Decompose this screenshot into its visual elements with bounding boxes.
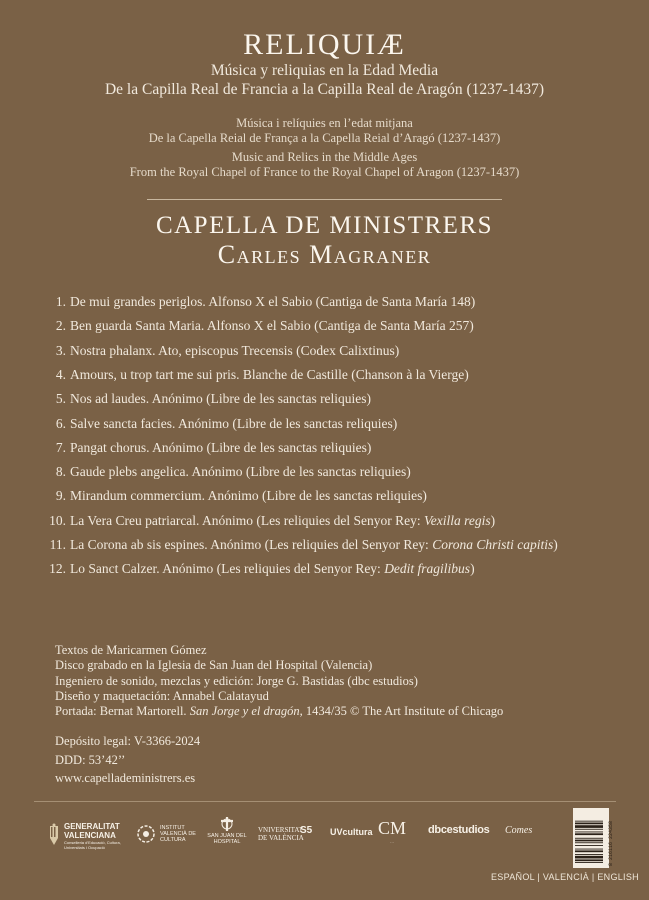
track-number: 6. <box>55 415 66 431</box>
track-number: 5. <box>55 391 66 407</box>
track-number: 7. <box>55 439 66 455</box>
track-title: Salve sancta facies. Anónimo (Libre de les sanctas reliquies) <box>70 415 398 431</box>
barcode-bar <box>575 850 603 852</box>
cm-sub-icon: ··· <box>390 840 394 845</box>
credit-texts: Textos de Maricarmen Gómez <box>55 643 207 657</box>
cover-title: San Jorge y el dragón, <box>189 704 303 719</box>
track-number: 11. <box>49 537 66 552</box>
track-item <box>34 537 558 553</box>
uv-name: VNIVERSITAT DE VALÈNCIA <box>258 826 304 842</box>
header-divider <box>147 199 502 200</box>
legal-deposit: Depósito legal: V-3366-2024 <box>55 734 201 748</box>
ivc-name: INSTITUT VALENCIÀ DE CULTURA <box>160 825 196 843</box>
barcode-bar <box>575 856 603 859</box>
track-number: 8. <box>55 464 66 480</box>
footer-divider <box>34 801 616 802</box>
dbc-name: dbcestudios <box>428 824 490 836</box>
barcode-bar <box>575 854 603 855</box>
track-number: 4. <box>55 366 66 382</box>
track-close: ) <box>470 561 475 577</box>
cross-emblem-icon <box>218 816 236 832</box>
track-title: Nostra phalanx. Ato, episcopus Trecensis (Codex Calixtinus) <box>70 342 400 358</box>
comes-name: Comes <box>505 825 533 836</box>
track-close: ) <box>553 537 558 552</box>
track-item <box>34 367 469 383</box>
s5-logo <box>300 826 312 835</box>
generalitat-emblem-icon <box>48 823 60 849</box>
barcode-bar <box>575 829 603 830</box>
track-item <box>34 343 399 359</box>
track-title: Nos ad laudes. Anónimo (Libre de les sanctas reliquies) <box>70 391 372 407</box>
track-item <box>34 513 495 529</box>
track-italic: Dedit fragilibus <box>384 561 471 577</box>
subtitle-spanish: Música y reliquias en la Edad Media <box>210 62 439 79</box>
subtitle-english-line2: From the Royal Chapel of France to the Royal Chapel of Aragon (1237-1437) <box>129 165 520 179</box>
track-title: Ben guarda Santa Maria. Alfonso X el Sabio (Cantiga de Santa María 257) <box>70 318 474 334</box>
track-item <box>34 488 427 504</box>
track-number: 10. <box>49 512 66 528</box>
barcode-bar <box>575 825 603 828</box>
track-item <box>34 294 475 310</box>
uvcultura-name: UVcultura <box>330 827 373 837</box>
track-title: Lo Sanct Calzer. Anónimo (Les reliquies del Senyor Rey: <box>70 561 385 577</box>
san-juan-logo <box>207 816 247 845</box>
subtitle-valencian: Música i relíquies en l’edat mitjana <box>236 116 413 130</box>
cm-logo <box>378 818 406 847</box>
track-close: ) <box>490 512 496 528</box>
track-item <box>34 561 475 577</box>
track-title: Pangat chorus. Anónimo (Libre de les sanctas reliquies) <box>70 439 372 455</box>
uvcultura-logo <box>330 828 373 837</box>
barcode-bar <box>575 849 603 850</box>
barcode <box>568 808 618 868</box>
subtitle-english: Music and Relics in the Middle Ages <box>231 150 418 164</box>
track-item <box>34 391 371 407</box>
subtitle-valencian-line2: De la Capella Reial de França a la Capella Reial d’Aragó (1237-1437) <box>148 131 501 145</box>
dbc-logo <box>428 826 490 835</box>
director-name: Carles Magraner <box>217 240 432 269</box>
sponsor-logos <box>0 812 649 862</box>
credit-cover <box>55 704 503 719</box>
track-number: 12. <box>49 561 66 577</box>
barcode-bar <box>575 862 603 863</box>
track-italic: Vexilla regis <box>424 512 491 528</box>
ensemble-name: CAPELLA DE MINISTRERS <box>155 212 494 239</box>
barcode-digits: 8 216116 224358 <box>608 820 614 866</box>
generalitat-name: GENERALITAT VALENCIANA <box>64 822 120 840</box>
barcode-bar <box>575 821 603 822</box>
credits <box>55 643 503 719</box>
cover-prefix: Portada: Bernat Martorell. <box>55 704 190 719</box>
credit-recorded: Disco grabado en la Iglesia de San Juan del Hospital (Valencia) <box>55 658 373 673</box>
barcode-bar <box>575 842 603 843</box>
barcode-bar <box>575 838 603 839</box>
track-title: La Corona ab sis espines. Anónimo (Les reliquies del Senyor Rey: <box>70 537 433 552</box>
track-item <box>34 318 474 334</box>
language-list: ESPAÑOL | VALENCIÀ | ENGLISH <box>491 872 639 882</box>
subtitle-spanish-line2: De la Capilla Real de Francia a la Capilla Real de Aragón (1237-1437) <box>104 81 545 98</box>
track-title: De mui grandes periglos. Alfonso X el Sabio (Cantiga de Santa María 148) <box>70 294 476 309</box>
san-juan-name: SAN JUAN DEL HOSPITAL <box>207 833 247 845</box>
track-title: Mirandum commercium. Anónimo (Libre de les sanctas reliquies) <box>70 488 427 504</box>
comes-logo <box>505 826 532 835</box>
barcode-bar <box>575 833 603 835</box>
barcode-bar <box>575 859 603 861</box>
track-number: 3. <box>55 342 66 358</box>
track-number: 1. <box>55 294 66 309</box>
track-item <box>34 416 397 432</box>
ivc-logo <box>136 824 198 844</box>
track-title: Gaude plebs angelica. Anónimo (Libre de les sanctas reliquies) <box>70 464 411 480</box>
track-title: Amours, u trop tart me sui pris. Blanche de Castille (Chanson à la Vierge) <box>70 366 469 382</box>
cm-name: CM <box>378 818 407 838</box>
track-item <box>34 440 371 456</box>
legal-ddd: DDD: 53’42’’ <box>55 752 126 767</box>
s5-icon: S5 <box>300 825 313 836</box>
credit-design: Diseño y maquetación: Annabel Calatayud <box>55 688 269 703</box>
barcode-bar <box>575 823 603 825</box>
cover-suffix: 1434/35 © The Art Institute of Chicago <box>302 704 504 719</box>
barcode-bar <box>575 832 603 833</box>
barcode-bar <box>575 845 603 846</box>
track-italic: Corona Christi capitis <box>432 537 554 552</box>
generalitat-sub: Conselleria d'Educació, Cultura, Universitats i Ocupació <box>64 840 121 850</box>
legal-info <box>55 732 200 788</box>
track-number: 9. <box>55 488 66 504</box>
track-item <box>34 464 411 480</box>
track-number: 2. <box>55 318 66 334</box>
website-link[interactable]: www.capelladeministrers.es <box>55 771 196 785</box>
ivc-circle-icon <box>136 824 156 844</box>
generalitat-logo <box>48 822 134 850</box>
credit-engineer: Ingeniero de sonido, mezclas y edición: Jorge G. Bastidas (dbc estudios) <box>55 673 418 688</box>
track-title: La Vera Creu patriarcal. Anónimo (Les reliquies del Senyor Rey: <box>70 512 425 528</box>
barcode-bar <box>575 840 603 842</box>
album-title: RELIQUIÆ <box>243 28 406 61</box>
